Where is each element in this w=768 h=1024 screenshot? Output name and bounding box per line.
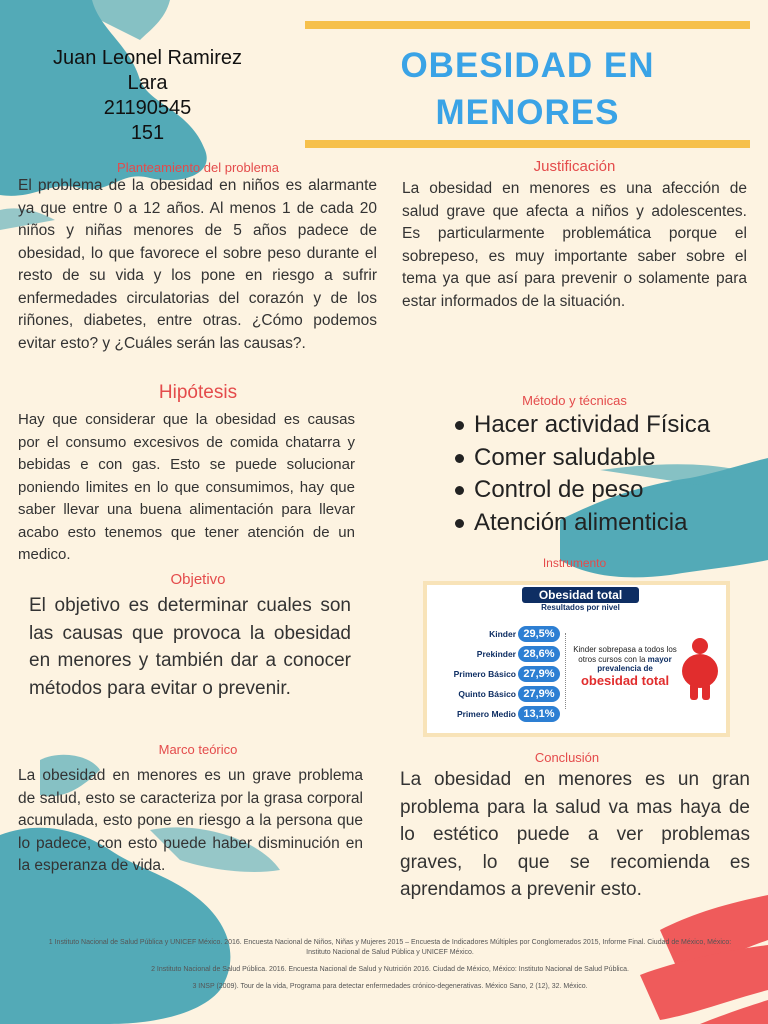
card-title: Obesidad total xyxy=(522,587,639,603)
planteamiento-text: El problema de la obesidad en niños es alarmante ya que entre 0 a 12 años. Al menos 1 de cada 20 niños y niñas menores de 5 años padece de obesidad, lo que favorece el sobre peso durante el resto de su vida y los pone en riesgo a sufrir enfermedades circulatorias del corazón y de los riñones, diabetes, entre otras. ¿Cómo podemos evitar esto? y ¿Cuáles serán las causas?. xyxy=(18,177,377,352)
conclusion-text: La obesidad en menores es un gran problema para la salud va mas haya de lo estético puede a ver problemas graves, lo que se recomienda es aprendamos a prevenir esto. xyxy=(400,769,750,900)
author-name-line2: Lara xyxy=(127,72,168,94)
card-row xyxy=(435,665,560,685)
card-divider xyxy=(565,633,566,709)
instrumento-card xyxy=(423,581,730,737)
footnote: 3 INSP (2009). Tour de la vida, Programa para detectar enfermedades crónico-degenerativas. México Sano, 2 (12), 32. México. xyxy=(192,983,588,990)
author-block xyxy=(20,46,275,146)
metodo-item: Atención alimenticia xyxy=(452,507,710,540)
card-note-bold: mayor prevalencia de xyxy=(597,654,672,673)
objetivo-text: El objetivo es determinar cuales son las causas que provoca la obesidad en menores y también dar a conocer métodos para evitar o prevenir. xyxy=(29,595,351,699)
row-value: 13,1% xyxy=(518,706,560,722)
marco-heading: Marco teórico xyxy=(158,742,238,757)
objetivo-heading: Objetivo xyxy=(170,571,226,588)
justificacion-heading: Justificación xyxy=(533,158,616,175)
row-label: Primero Medio xyxy=(456,709,516,719)
card-highlight: obesidad total xyxy=(580,673,670,688)
row-value: 27,9% xyxy=(518,686,560,702)
author-id: 21190545 xyxy=(103,97,192,119)
marco-text: La obesidad en menores es un grave problema de salud, esto se caracteriza por la grasa corporal acumulada, esto pone en riesgo a la persona que lo padece, con esto puede haber disminución en la esperanza de vida. xyxy=(18,767,363,874)
instrumento-heading: Instrumento xyxy=(542,556,607,570)
conclusion-heading: Conclusión xyxy=(534,750,600,765)
card-note-text: Kinder sobrepasa a todos los otros cursos con la xyxy=(573,645,677,664)
child-figure-icon xyxy=(680,637,720,701)
metodo-heading: Método y técnicas xyxy=(522,393,627,408)
card-row xyxy=(435,705,560,725)
justificacion-text: La obesidad en menores es una afección de salud grave que afecta a niños y adolescentes. Es particularmente problemática porque el sobrepeso, es muy importante saber sobre el tema ya que así para prevenir o solamente para estar informados de la situación. xyxy=(402,180,747,310)
planteamiento-heading: Planteamiento del problema xyxy=(117,160,279,175)
card-row xyxy=(435,625,560,645)
footnote: 2 Instituto Nacional de Salud Pública. 2016. Encuesta Nacional de Salud y Nutrición 2016. Ciudad de México, México: Instituto Nacional de Salud Pública. xyxy=(151,966,629,973)
card-row xyxy=(435,685,560,705)
row-label: Kinder xyxy=(489,629,516,639)
row-value: 28,6% xyxy=(518,646,560,662)
title-bottom-bar xyxy=(305,140,750,148)
footnotes xyxy=(40,938,740,999)
card-rows xyxy=(435,625,560,725)
hipotesis-text: Hay que considerar que la obesidad es causas por el consumo excesivos de comida chatarra y bebidas e con gas. Esto se puede solucionar poniendo limites en lo que consumimos, hay que saber llevar una buena alimentación para llevar acabo esto tenemos que tener atención de un medico. xyxy=(18,411,355,563)
footnote: 1 Instituto Nacional de Salud Pública y UNICEF México. 2016. Encuesta Nacional de Niños, Niñas y Mujeres 2015 – Encuesta de Indicadores Múltiples por Conglomerados 2015, Informe Final. Ciudad de México, México: Instituto Nacional de Salud Pública y UNICEF México. xyxy=(48,939,732,956)
page-title xyxy=(305,42,750,136)
title-top-bar xyxy=(305,21,750,29)
author-group: 151 xyxy=(130,122,165,144)
title-line1: OBESIDAD EN xyxy=(400,46,655,85)
row-value: 29,5% xyxy=(518,626,560,642)
hipotesis-heading: Hipótesis xyxy=(158,382,238,403)
metodo-item: Comer saludable xyxy=(452,442,710,475)
row-label: Quinto Básico xyxy=(458,689,516,699)
metodo-item: Control de peso xyxy=(452,474,710,507)
row-label: Primero Básico xyxy=(453,669,516,679)
title-line2: MENORES xyxy=(435,93,620,132)
card-note xyxy=(570,645,680,674)
author-name-line1: Juan Leonel Ramirez xyxy=(53,47,242,69)
row-value: 27,9% xyxy=(518,666,560,682)
card-row xyxy=(435,645,560,665)
metodo-list xyxy=(452,409,710,539)
card-subtitle: Resultados por nivel xyxy=(541,603,620,612)
row-label: Prekinder xyxy=(476,649,516,659)
metodo-item: Hacer actividad Física xyxy=(452,409,710,442)
